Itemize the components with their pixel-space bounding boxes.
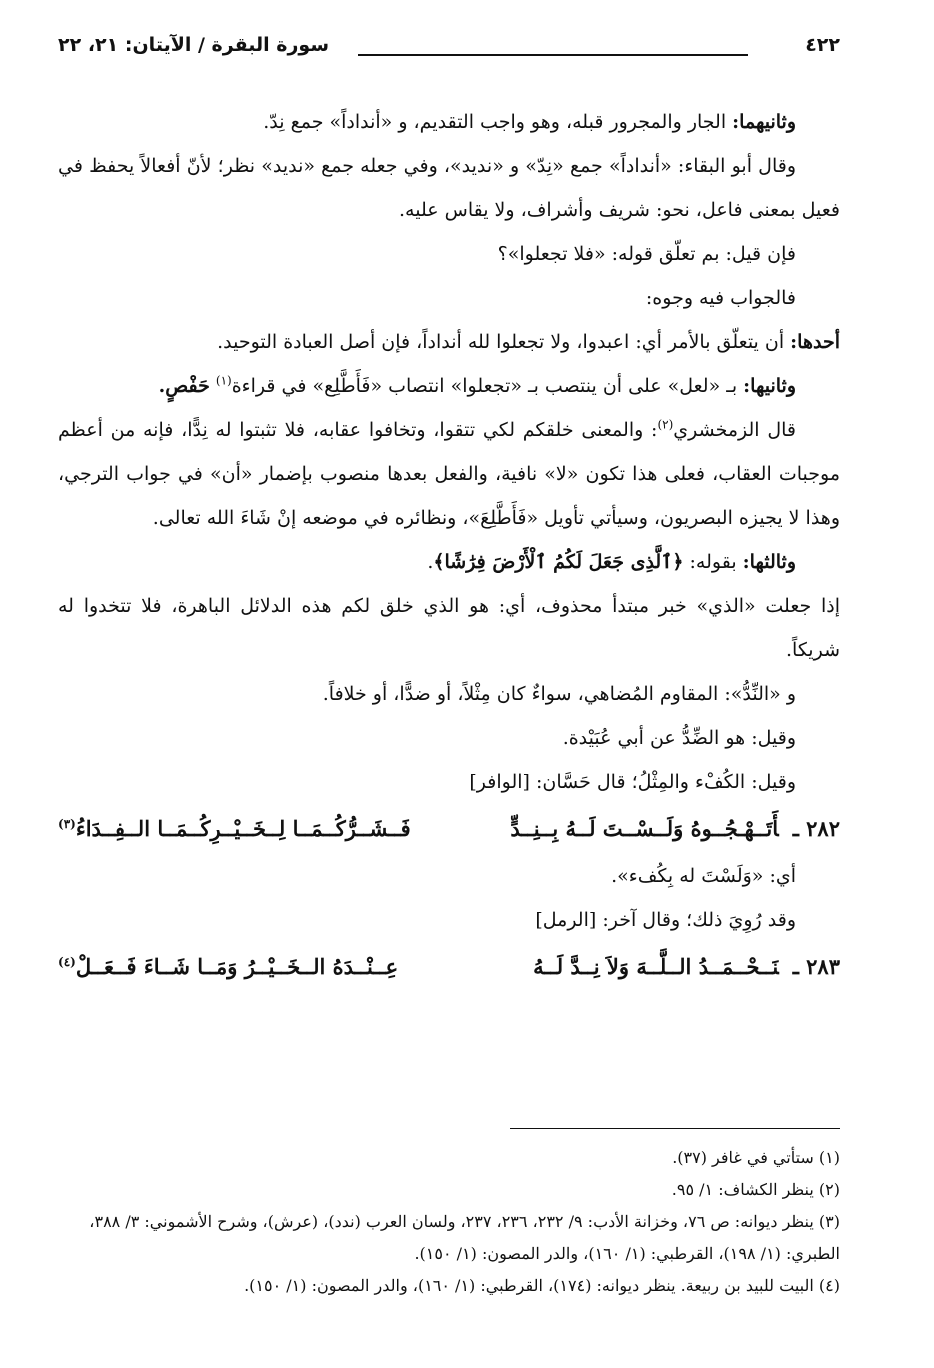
poetry-verse — [58, 804, 840, 854]
verse-number: ٢٨٣ ـ — [792, 954, 840, 979]
paragraph: و «النِّدُّ»: المقاوم المُضاهي، سواءٌ كان مِثْلاً، أو ضدًّا، أو خلافاً. — [322, 683, 796, 705]
paragraph-lead: وثانيهما: — [732, 111, 796, 133]
paragraph-lead: وثانيها: — [743, 375, 796, 397]
paragraph-text: بقوله: — [689, 551, 737, 573]
paragraph-text: . — [427, 551, 434, 573]
poetry-verse — [58, 942, 840, 992]
paragraph: وقال أبو البقاء: «أنداداً» جمع «نِدّ» و «نديد»، وفي جعله جمع «نديد» نظر؛ لأنّ أفعالاً يحفظ في فعيل بمعنى فاعل، نحو: شريف وأشراف، ولا يقاس عليه. — [58, 155, 840, 221]
paragraph: وقيل: الكُفْء والمِثْلُ؛ قال حَسَّان: [الوافر] — [469, 771, 796, 793]
footnote-separator — [510, 1128, 840, 1129]
paragraph: وقد رُوِيَ ذلك؛ وقال آخر: [الرمل] — [535, 909, 796, 931]
header-title: سورة البقرة / الآيتان: ٢١، ٢٢ — [58, 34, 330, 56]
footnote-ref: (٢) — [657, 417, 674, 432]
footnotes — [58, 1142, 840, 1302]
paragraph-text: أن يتعلّق بالأمر أي: اعبدوا، ولا تجعلوا لله أنداداً، فإن أصل العبادة التوحيد. — [217, 331, 785, 353]
verse-second-hemistich — [58, 807, 411, 851]
paragraph — [58, 320, 840, 364]
paragraph-lead: وثالثها: — [742, 551, 796, 573]
hemistich-text: نَــحْــمَــدُ الــلَّــهَ وَلاَ نِــدَّ لَــهُ — [533, 954, 779, 979]
footnote-ref: (١) — [215, 373, 232, 388]
paragraph-lead: أحدها: — [790, 331, 840, 353]
header-rule — [358, 54, 748, 56]
paragraph — [58, 408, 840, 540]
paragraph: وقيل: هو الضِّدُّ عن أبي عُبَيْدة. — [562, 727, 796, 749]
paragraph-text: حَفْصٍ. — [158, 375, 210, 397]
paragraph — [58, 100, 840, 144]
verse-first-hemistich — [510, 807, 840, 851]
paragraph — [58, 364, 840, 408]
paragraph: فالجواب فيه وجوه: — [645, 287, 796, 309]
footnote: (١) ستأتي في غافر (٣٧). — [672, 1148, 840, 1167]
footnote: (٢) ينظر الكشاف: ١/ ٩٥. — [671, 1180, 840, 1199]
page-number: ٤٢٢ — [805, 34, 840, 56]
running-header — [58, 30, 840, 64]
quran-verse: ﴿ٱلَّذِى جَعَلَ لَكُمُ ٱلْأَرْضَ فِرَٰشًا﴾ — [433, 551, 684, 573]
verse-second-hemistich — [58, 945, 398, 989]
hemistich-text: عِــنْــدَهُ الــخَــيْــرُ وَمَــا شَــاءَ فَــعَــلْ — [75, 954, 399, 979]
paragraph-text: قال الزمخشري — [673, 419, 796, 441]
page — [58, 30, 840, 1350]
paragraph: أي: «وَلَسْتَ له بِكُفء». — [611, 865, 796, 887]
paragraph: فإن قيل: بم تعلّق قوله: «فلا تجعلوا»؟ — [497, 243, 796, 265]
verse-number: ٢٨٢ ـ — [792, 816, 840, 841]
main-text — [58, 100, 840, 992]
footnote: (٤) البيت للبيد بن ربيعة. ينظر ديوانه: (١٧٤)، القرطبي: (١/ ١٦٠)، والدر المصون: (١/ ١٥٠). — [244, 1276, 840, 1295]
hemistich-text: فَــشَــرُّكُــمَــا لِــخَــيْــرِكُــمَــا الــفِــدَاءُ — [75, 816, 411, 841]
paragraph — [58, 540, 840, 584]
footnote: (٣) ينظر ديوانه: ص ٧٦، وخزانة الأدب: ٩/ ٢٣٢، ٢٣٦، ٢٣٧، ولسان العرب (ندد)، (عرش)، وشرح الأشموني: ٣/ ٣٨٨، الطبري: (١/ ١٩٨)، القرطبي: (١/ ١٦٠)، والدر المصون: (١/ ١٥٠). — [89, 1212, 840, 1263]
footnote-ref: (٤) — [58, 955, 76, 969]
paragraph: إذا جعلت «الذي» خبر مبتدأ محذوف، أي: هو الذي خلق لكم هذه الدلائل الباهرة، فلا تتخدوا له شريكاً. — [58, 595, 840, 661]
paragraph-text: : والمعنى خلقكم لكي تتقوا، وتخافوا عقابه، فلا تثبتوا له نِدًّا، فإنه من أعظم موجبات العقاب، فعلى هذا تكون «لا» نافية، والفعل بعدها منصوب بإضمار «أن» في جواب الترجي، وهذا لا يجيزه البصريون، وسيأتي تأويل «فَأَطَّلِعَ»، ونظائره في موضعه إنْ شَاءَ الله تعالى. — [58, 419, 840, 529]
paragraph-text: الجار والمجرور قبله، وهو واجب التقديم، و «أنداداً» جمع نِدّ. — [263, 111, 727, 133]
verse-first-hemistich — [533, 945, 840, 989]
paragraph-text: بـ «لعل» على أن ينتصب بـ «تجعلوا» انتصاب «فَأَطَّلِع» في قراءة — [231, 375, 738, 397]
footnote-ref: (٣) — [58, 817, 76, 831]
hemistich-text: أَتَــهْـجُــوهُ وَلَــسْــتَ لَــهُ بِــنِــدٍّ — [510, 816, 779, 841]
